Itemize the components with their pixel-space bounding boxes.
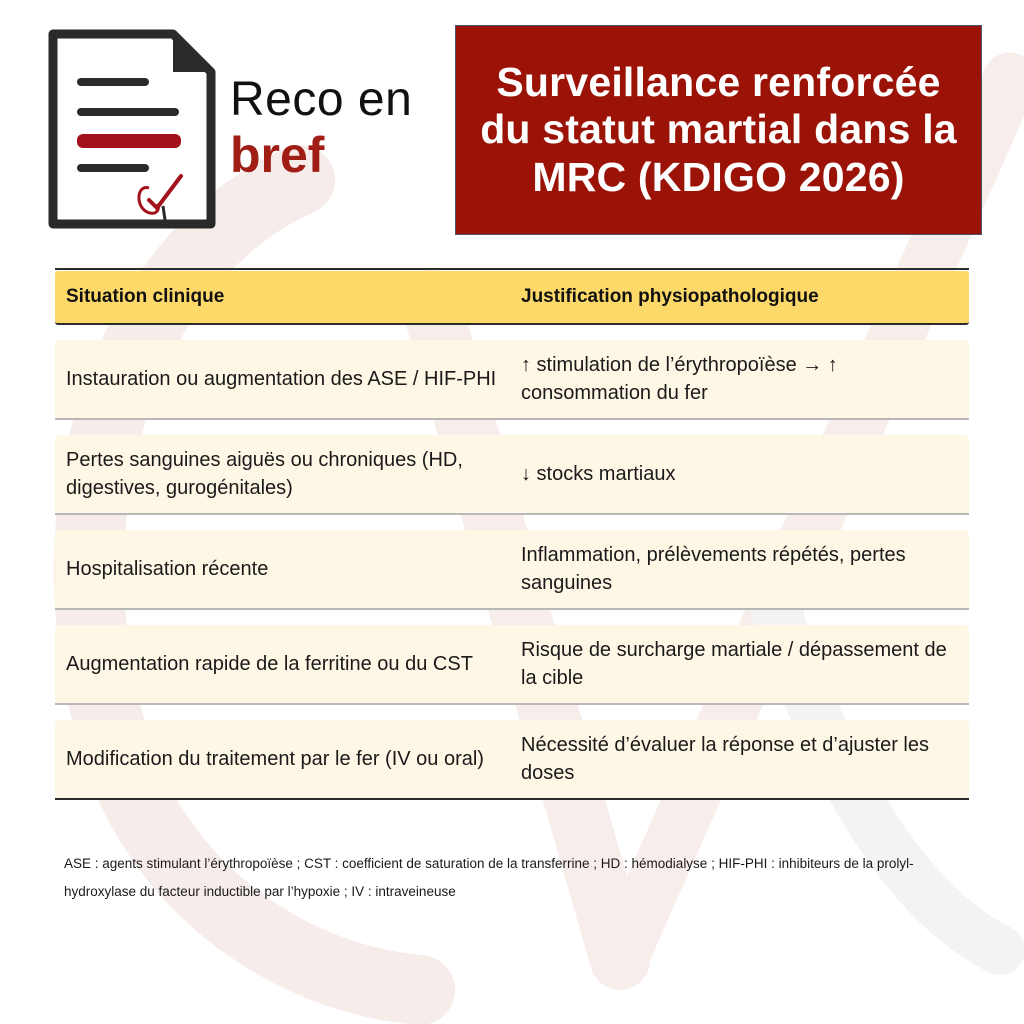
table-row xyxy=(55,720,969,800)
header-justification: Justification physiopathologique xyxy=(521,286,819,307)
cell-situation: Pertes sanguines aiguës ou chroniques (HD, digestives, gurogénitales) xyxy=(66,449,463,499)
cell-situation: Augmentation rapide de la ferritine ou du CST xyxy=(66,653,473,675)
cell-justification: ↑ stimulation de l’érythropoïèse → ↑ consommation du fer xyxy=(521,354,838,404)
logo-text-line2: bref xyxy=(230,127,325,183)
header-situation: Situation clinique xyxy=(66,286,225,307)
document-checklist-icon xyxy=(45,28,217,232)
cell-situation: Instauration ou augmentation des ASE / HIF-PHI xyxy=(66,368,497,390)
cell-situation: Hospitalisation récente xyxy=(66,558,269,580)
abbreviations-footnote: ASE : agents stimulant l’érythropoïèse ; CST : coefficient de saturation de la transferrine ; HD : hémodialyse ; HIF-PHI : inhibiteurs de la prolyl-hydroxylase du facteur inductible par l’hypoxie ; IV : intraveineuse xyxy=(64,856,914,899)
cell-justification: Nécessité d’évaluer la réponse et d’ajuster les doses xyxy=(521,734,929,784)
recommendation-table xyxy=(55,268,969,800)
cell-justification: ↓ stocks martiaux xyxy=(521,463,676,485)
table-row xyxy=(55,340,969,420)
table-header xyxy=(55,271,969,325)
table-row xyxy=(55,435,969,515)
cell-justification: Risque de surcharge martiale / dépassement de la cible xyxy=(521,639,947,689)
table-top-rule xyxy=(55,268,969,270)
logo-text-line1: Reco en xyxy=(230,73,413,126)
logo xyxy=(45,28,435,233)
table-row xyxy=(55,625,969,705)
header xyxy=(0,0,1024,250)
table-row xyxy=(55,530,969,610)
title-banner xyxy=(455,25,982,235)
cell-situation: Modification du traitement par le fer (IV ou oral) xyxy=(66,748,484,770)
cell-justification: Inflammation, prélèvements répétés, pertes sanguines xyxy=(521,544,906,594)
page-title: Surveillance renforcée du statut martial dans la MRC (KDIGO 2026) xyxy=(480,58,957,200)
